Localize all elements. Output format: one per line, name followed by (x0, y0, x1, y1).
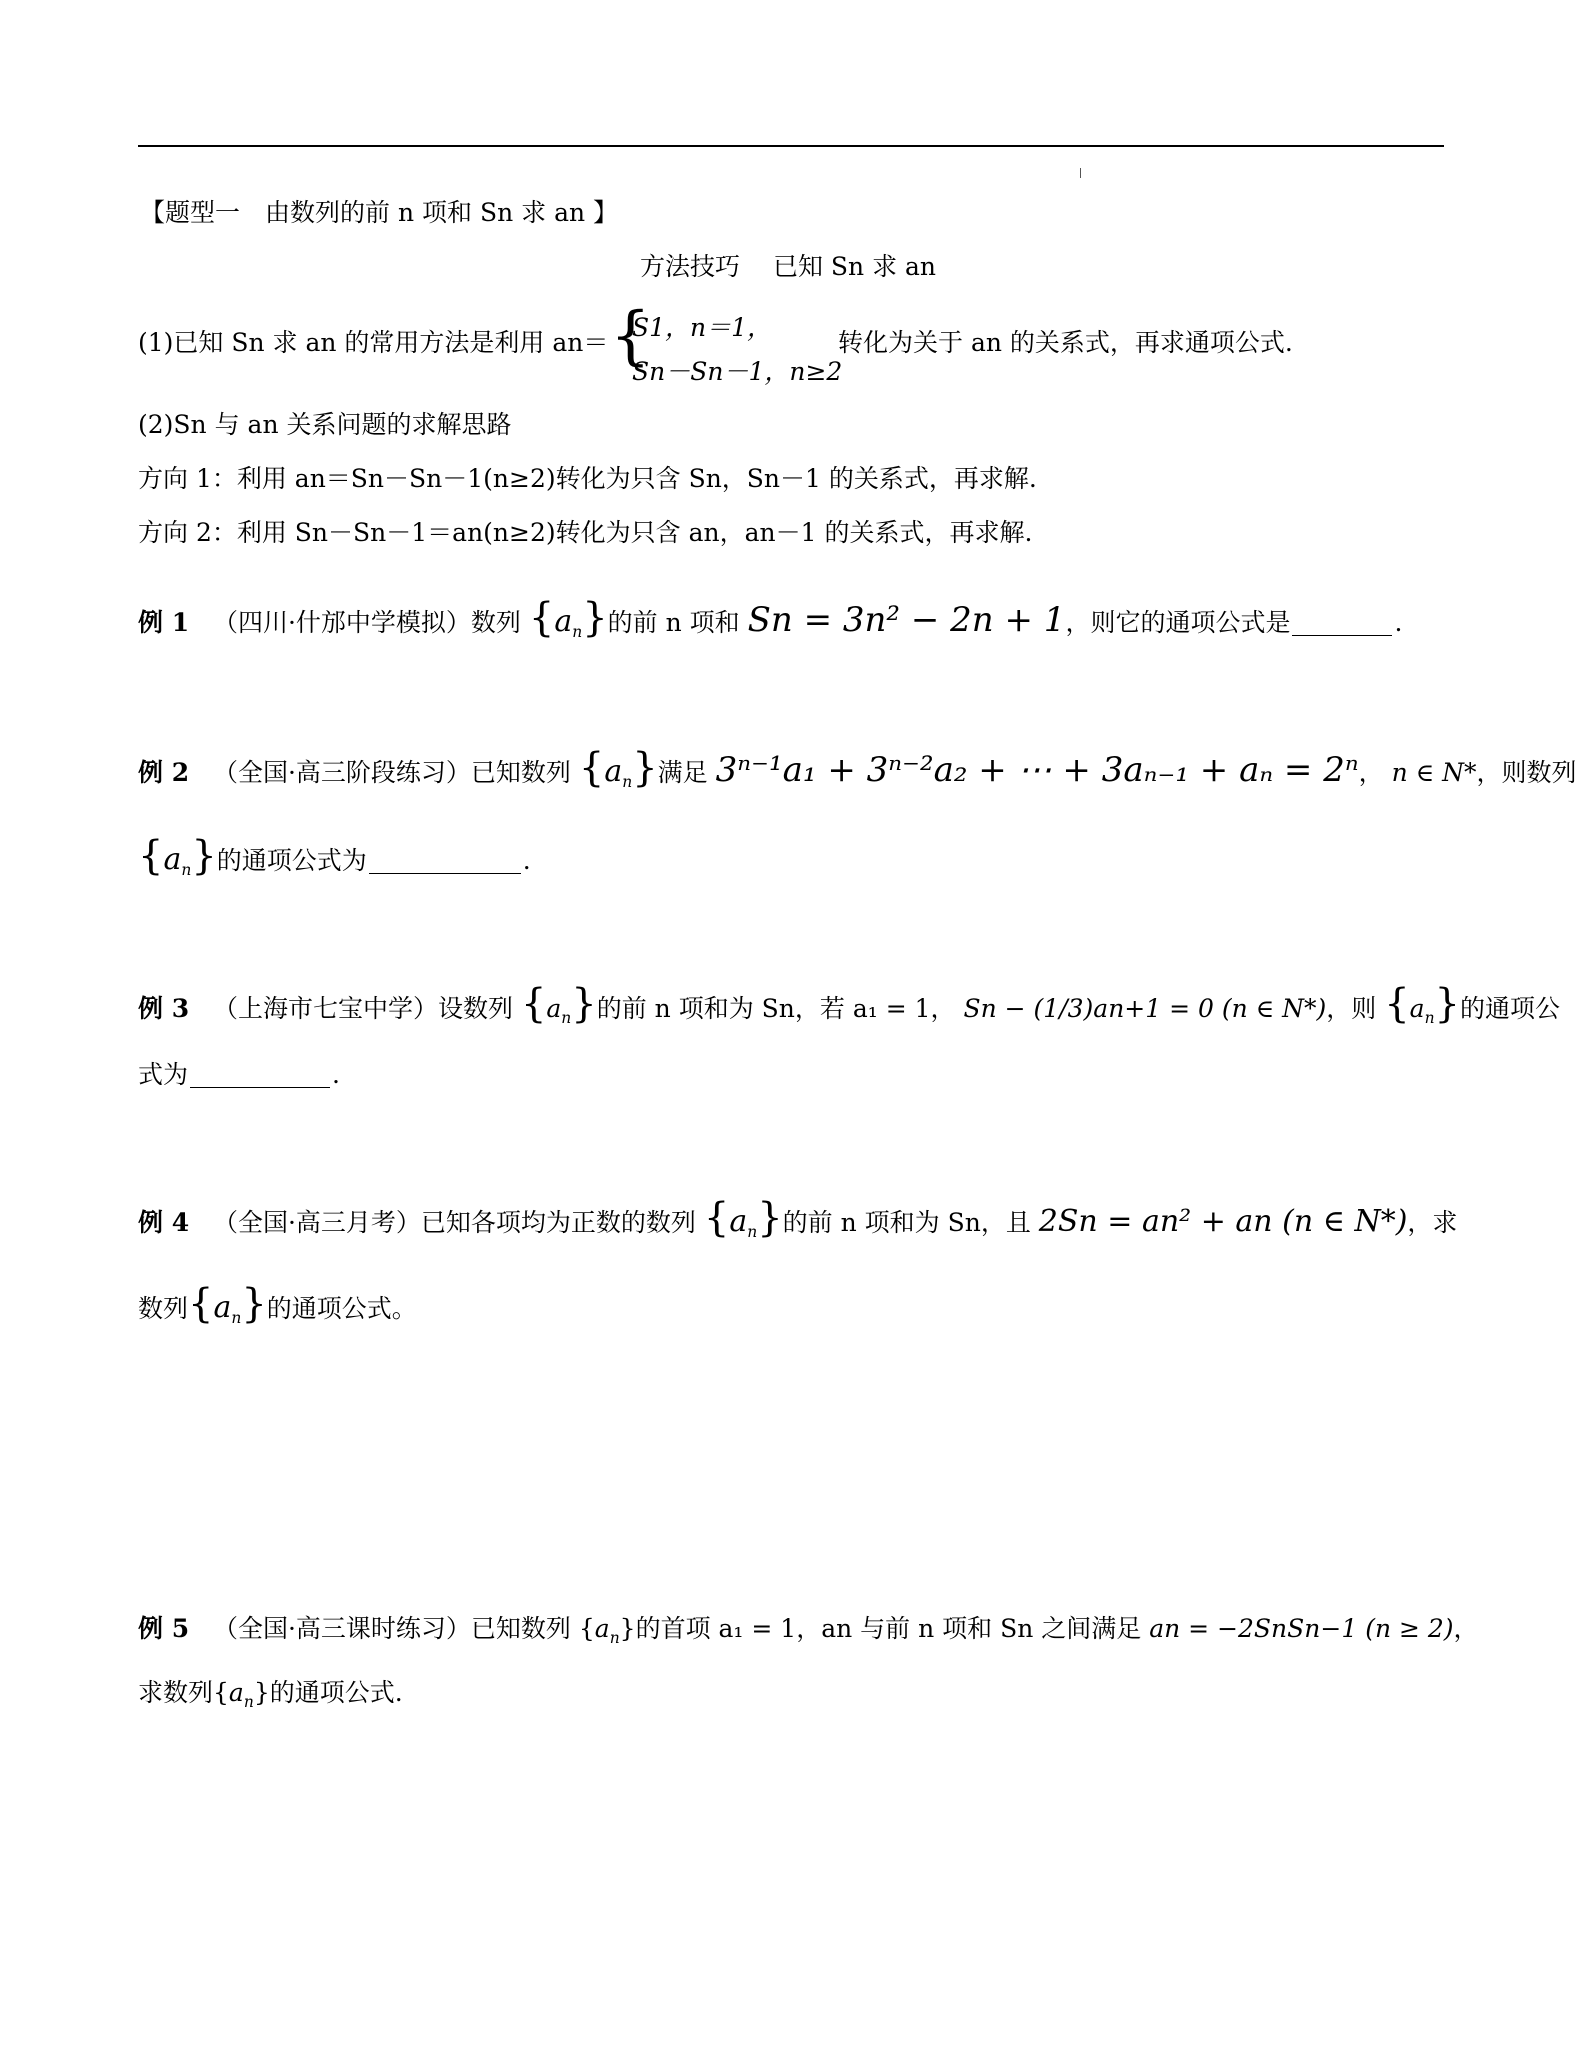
example-5-line-2: 求数列$\{a_n\}$的通项公式. (138, 1678, 403, 1711)
example-4: 例 4 （全国·高三月考）已知各项均为正数的数列 $\{a_n\}$的前 n 项和为 Sn，且 2Sn = an² + an (n ∈ N*)，求 (138, 1195, 1458, 1241)
example-3: 例 3 （上海市七宝中学）设数列 $\{a_n\}$的前 n 项和为 Sn，若 a₁ = 1， Sn − (1/3)an+1 = 0 (n ∈ N*)，则 $\{a_n\}$的通项公 (138, 981, 1561, 1027)
answer-blank-1[interactable] (1292, 610, 1392, 636)
example-3-line-2: 式为 . (138, 1060, 340, 1089)
direction-1: 方向 1：利用 an＝Sn－Sn－1(n≥2)转化为只含 Sn，Sn－1 的关系式，再求解. (138, 464, 1037, 493)
example-2: 例 2 （全国·高三阶段练习）已知数列 $\{a_n\}$满足 3ⁿ⁻¹a₁ + 3ⁿ⁻²a₂ + ⋯ + 3aₙ₋₁ + aₙ = 2ⁿ， n ∈ N*，则数列 (138, 745, 1577, 791)
direction-2: 方向 2：利用 Sn－Sn－1＝an(n≥2)转化为只含 an，an－1 的关系式，再求解. (138, 518, 1033, 547)
page-mark (1080, 168, 1081, 178)
method-1-tail: 转化为关于 an 的关系式，再求通项公式. (838, 328, 1293, 357)
header-rule (138, 145, 1444, 147)
example-4-line-2: 数列$\{a_n\}$的通项公式。 (138, 1281, 417, 1327)
example-5: 例 5 （全国·高三课时练习）已知数列 $\{a_n\}$的首项 a₁ = 1，an 与前 n 项和 Sn 之间满足 an = −2SnSn−1 (n ≥ 2)， (138, 1614, 1479, 1647)
example-1: 例 1 （四川·什邡中学模拟）数列 $\{a_n\}$的前 n 项和 Sn = 3n² − 2n + 1，则它的通项公式是 . (138, 595, 1403, 641)
example-5-formula: an = −2SnSn−1 (n ≥ 2) (1149, 1614, 1454, 1643)
section-heading: 【题型一 由数列的前 n 项和 Sn 求 an 】 (140, 198, 619, 227)
example-3-formula: Sn − (1/3)an+1 = 0 (n ∈ N*) (963, 994, 1327, 1023)
case-2: Sn－Sn－1，n≥2 (632, 357, 843, 386)
answer-blank-3[interactable] (190, 1062, 330, 1088)
method-2: (2)Sn 与 an 关系问题的求解思路 (138, 410, 512, 439)
case-1: S1，n＝1， (632, 313, 773, 342)
example-2-formula: 3ⁿ⁻¹a₁ + 3ⁿ⁻²a₂ + ⋯ + 3aₙ₋₁ + aₙ = 2ⁿ (715, 750, 1359, 790)
answer-blank-2[interactable] (369, 848, 521, 874)
left-brace-icon: { (610, 299, 651, 373)
method-title: 方法技巧 已知 Sn 求 an (640, 252, 937, 281)
example-4-formula: 2Sn = an² + an (n ∈ N*) (1038, 1204, 1408, 1239)
example-1-formula: Sn = 3n² − 2n + 1 (747, 600, 1066, 640)
example-2-line-2: $\{a_n\}$的通项公式为 . (138, 833, 531, 879)
method-1-lead: (1)已知 Sn 求 an 的常用方法是利用 an＝ (138, 328, 609, 357)
